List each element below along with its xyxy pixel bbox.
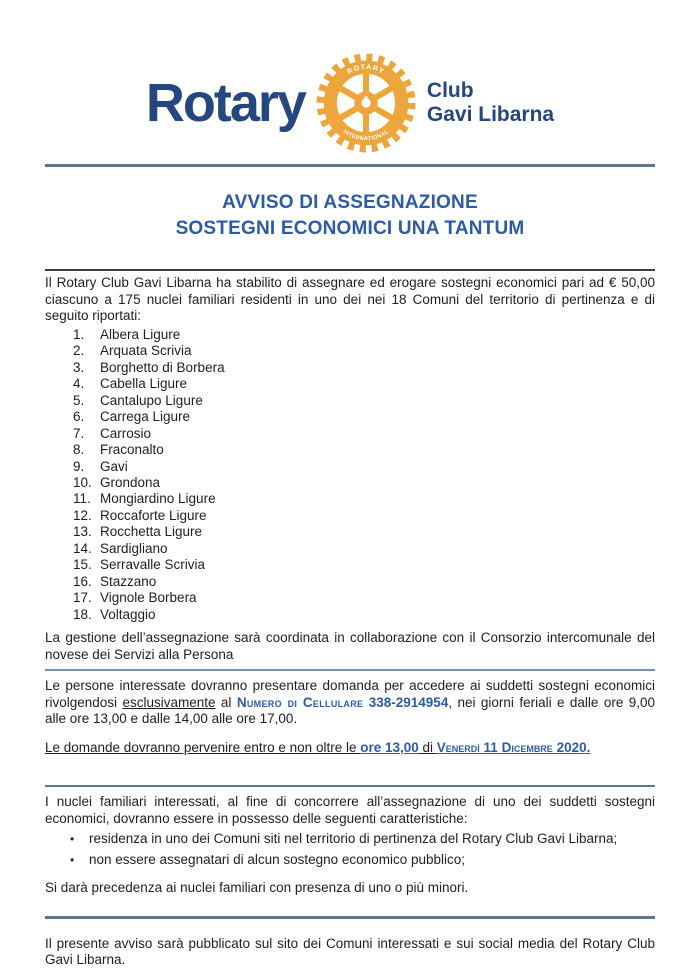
requirement-item [45, 852, 655, 869]
application-text-2: al [215, 694, 237, 710]
divider [45, 164, 655, 167]
intro-paragraph: Il Rotary Club Gavi Libarna ha stabilito di assegnare ed erogare sostegni economici pari ad € 50,00 ciascuno a 175 nuclei familiari residenti in uno dei nei 18 Comuni del territorio di pertinenza e di seguito riportati: [45, 275, 655, 324]
deadline-time: ore 13,00 [360, 739, 419, 755]
title-line1: AVVISO DI ASSEGNAZIONE [222, 192, 478, 213]
phone-label: Numero di Cellulare [236, 694, 364, 710]
list-item: Carrosio [100, 425, 152, 441]
footer-paragraph: Il presente avviso sarà pubblicato sul sito dei Comuni interessati e sui social media del Rotary Club Gavi Libarna. [45, 935, 655, 968]
list-item: Voltaggio [100, 606, 156, 622]
title-line2: SOSTEGNI ECONOMICI UNA TANTUM [175, 218, 525, 240]
deadline-date: Venerdì 11 Dicembre 2020 [436, 739, 587, 755]
list-item: Albera Ligure [100, 326, 181, 342]
requirement-item [45, 831, 655, 848]
deadline-period: . [586, 739, 591, 755]
list-item: Cantalupo Ligure [100, 392, 203, 408]
list-item: Stazzano [100, 573, 157, 589]
rotary-wordmark: Rotary [145, 73, 305, 133]
list-item: Cabella Ligure [100, 376, 188, 392]
club-name-line2: Gavi Libarna [426, 103, 555, 126]
deadline-text-2: di [418, 739, 437, 755]
requirement-text: residenza in uno dei Comuni siti nel territorio di pertinenza del Rotary Club Gavi Libarna; [89, 831, 618, 847]
deadline-line [45, 740, 655, 757]
page-title [45, 190, 655, 242]
list-item: Roccaforte Ligure [100, 507, 207, 523]
deadline-text-1: Le domande dovranno pervenire entro e non oltre le [45, 739, 361, 755]
wheel-bottom-text: INTERNATIONAL [341, 128, 391, 143]
list-item: Serravalle Scrivia [100, 557, 206, 573]
list-item: Rocchetta Ligure [100, 524, 203, 540]
management-paragraph: La gestione dell’assegnazione sarà coordinata in collaborazione con il Consorzio intercomunale del novese dei Servizi alla Persona [45, 630, 655, 662]
application-text-3: , nei giorni feriali e dalle ore 9,00 alle ore 13,00 e dalle 14,00 alle ore 17,00. [45, 694, 656, 727]
priority-note: Si darà precedenza ai nuclei familiari con presenza di uno o più minori. [45, 880, 469, 896]
club-name [427, 79, 554, 126]
bullet-icon: • [70, 832, 75, 847]
application-paragraph [45, 678, 655, 728]
application-text-1: Le persone interessate dovranno presentare domanda per accedere ai suddetti sostegni economici rivolgendosi [45, 678, 655, 710]
list-item: Vignole Borbera [100, 590, 197, 606]
rotary-logo [45, 0, 655, 154]
list-item: Grondona [100, 475, 161, 491]
list-item: Borghetto di Borbera [100, 359, 225, 375]
divider [45, 269, 655, 271]
bullet-icon: • [70, 852, 75, 867]
divider [45, 669, 655, 671]
list-item: Arquata Scrivia [100, 343, 192, 359]
comuni-list [45, 327, 655, 623]
list-item: Sardigliano [100, 540, 168, 556]
rotary-wheel-icon [315, 52, 417, 154]
requirements-intro: I nuclei familiari interessati, al fine di concorrere all’assegnazione di uno dei suddetti sostegni economici, dovranno essere in possesso delle seguenti caratteristiche: [45, 794, 655, 826]
divider [45, 785, 655, 787]
application-emphasis: esclusivamente [122, 694, 216, 710]
wheel-top-text: ROTARY [345, 63, 387, 76]
list-item: Gavi [100, 458, 128, 474]
requirement-text: non essere assegnatari di alcun sostegno economico pubblico; [89, 851, 465, 867]
club-name-line1: Club [426, 79, 474, 103]
divider [45, 916, 655, 919]
list-item: Carrega Ligure [100, 409, 191, 425]
list-item: Fraconalto [100, 442, 164, 458]
list-item: Mongiardino Ligure [100, 491, 216, 507]
phone-number: 338-2914954 [363, 694, 449, 710]
